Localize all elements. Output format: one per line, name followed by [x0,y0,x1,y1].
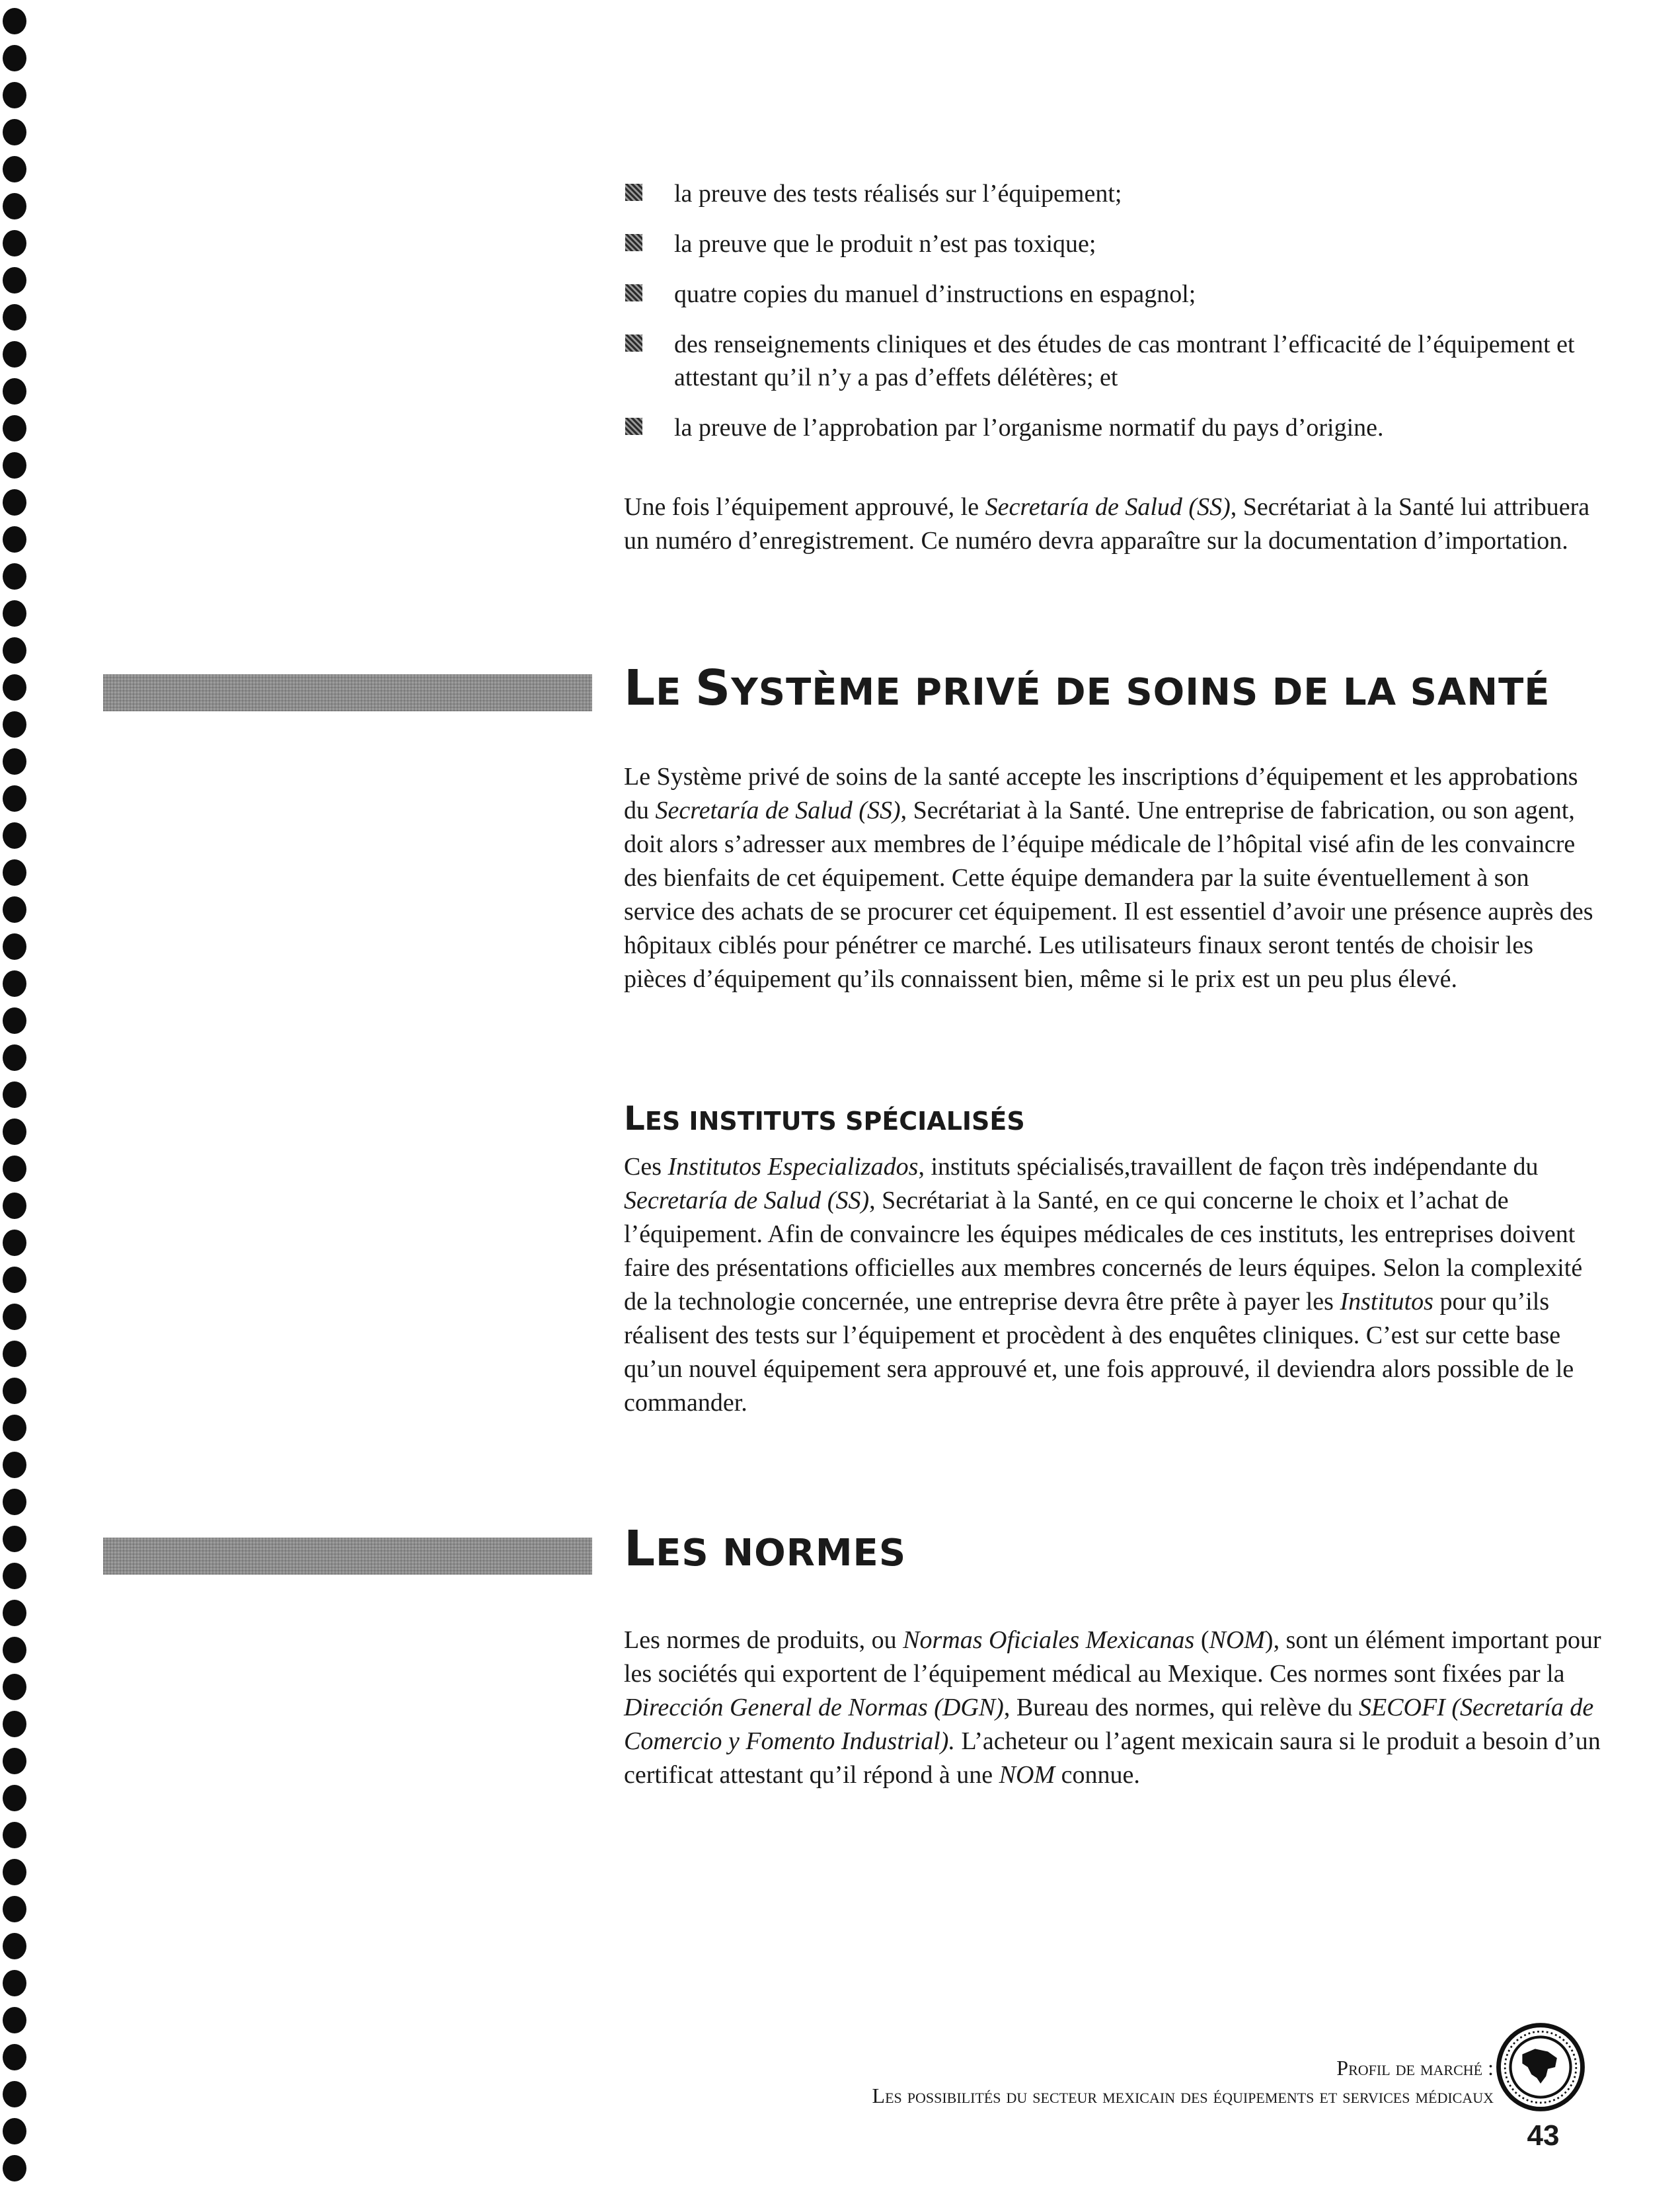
section-bar [103,1538,592,1575]
binding-hole [3,2118,26,2144]
footer-subtitle: Les possibilités du secteur mexicain des équipements et services médicaux [872,2084,1494,2107]
list-item-text: la preuve de l’approbation par l’organisme normatif du pays d’origine. [674,414,1384,442]
list-item-text: la preuve des tests réalisés sur l’équipement; [674,180,1122,208]
subheading-specialized-institutes: LES INSTITUTS SPÉCIALISÉS [624,1099,1025,1138]
binding-hole [3,1415,26,1441]
binding-hole [3,785,26,812]
binding-hole [3,452,26,479]
square-bullet-icon [625,184,642,201]
binding-hole [3,859,26,886]
list-item [624,411,1576,444]
binding-hole [3,415,26,442]
binding-hole [3,1489,26,1515]
binding-hole [3,267,26,294]
square-bullet-icon [625,284,642,301]
binding-hole [3,1859,26,1885]
binding-hole [3,2007,26,2033]
binding-hole [3,1304,26,1330]
binding-hole [3,1230,26,1256]
binding-hole [3,674,26,701]
binding-hole [3,2081,26,2107]
binding-hole [3,82,26,108]
binding-hole [3,711,26,738]
binding-hole [3,748,26,775]
binding-hole [3,341,26,368]
list-item-text: des renseignements cliniques et des études de cas montrant l’efficacité de l’équipement et attestant qu’il n’y a pas d’effets délétères; et [674,331,1575,391]
binding-hole [3,304,26,331]
binding-hole [3,1563,26,1589]
binding-hole [3,1044,26,1071]
square-bullet-icon [625,334,642,352]
binding-hole [3,1600,26,1626]
binding-hole [3,563,26,590]
binding-hole [3,378,26,405]
standards-paragraph: Les normes de produits, ou Normas Oficiales Mexicanas (NOM), sont un élément important pour les sociétés qui exportent de l’équipement médical au Mexique. Ces normes sont fixées par la Dirección General de Normas (DGN), Bureau des normes, qui relève du SECOFI (Secretaría de Comercio y Fomento Industrial). L’acheteur ou l’agent mexicain saura si le produit a besoin d’un certificat attestant qu’il répond à une NOM connue. [624,1626,1601,1789]
binding-hole [3,2155,26,2181]
binding-hole [3,1933,26,1959]
binding-hole [3,1711,26,1737]
institutes-paragraph: Ces Institutos Especializados, instituts spécialisés,travaillent de façon très indépendante du Secretaría de Salud (SS), Secrétariat à la Santé, en ce qui concerne le choix et l’achat de l’équipement. Afin de convaincre les équipes médicales de ces instituts, les entreprises doivent faire des présentations officielles aux membres concernés de leurs équipes. Selon la complexité de la technologie concernée, une entreprise devra être prête à payer les Institutos pour qu’ils réalisent des tests sur l’équipement et procèdent à des enquêtes cliniques. C’est sur cette base qu’un nouvel équipement sera approuvé et, une fois approuvé, il deviendra alors possible de le commander. [624,1153,1583,1417]
list-item [624,177,1576,210]
binding-hole [3,1970,26,1996]
list-item [624,227,1576,260]
binding-hole [3,1193,26,1219]
binding-hole [3,1119,26,1145]
binding-hole [3,1822,26,1848]
binding-hole [3,1452,26,1478]
binding-hole [3,1267,26,1293]
section-heading-standards: LES NORMES [624,1520,907,1577]
binding-hole [3,526,26,553]
binding-hole [3,1156,26,1182]
binding-hole [3,1785,26,1811]
square-bullet-icon [625,418,642,435]
binding-hole [3,1674,26,1700]
binding-hole [3,119,26,145]
binding-hole [3,933,26,960]
binding-hole [3,1081,26,1108]
north-america-globe-logo-icon [1495,2021,1586,2113]
binding-hole [3,1637,26,1663]
binding-hole [3,1378,26,1404]
binding-hole [3,230,26,256]
binding-hole [3,193,26,219]
binding-hole [3,1896,26,1922]
binding-hole [3,1526,26,1552]
page-number: 43 [1527,2119,1560,2152]
binding-hole [3,822,26,849]
private-system-paragraph: Le Système privé de soins de la santé accepte les inscriptions d’équipement et les approbations du Secretaría de Salud (SS), Secrétariat à la Santé. Une entreprise de fabrication, ou son agent, doit alors s’adresser aux membres de l’équipe médicale de l’hôpital visé afin de les convaincre des bienfaits de cet équipement. Cette équipe demandera par la suite éventuellement à son service des achats de se procurer cet équipement. Il est essentiel d’avoir une présence auprès des hôpitaux ciblés pour pénétrer ce marché. Les utilisateurs finaux seront tentés de choisir les pièces d’équipement qu’ils connaissent bien, même si le prix est un peu plus élevé. [624,763,1593,993]
binding-hole [3,489,26,516]
binding-hole [3,2044,26,2070]
binding-hole [3,637,26,664]
binding-hole [3,45,26,71]
list-item [624,328,1576,394]
requirements-list [624,177,1576,461]
binding-hole [3,1007,26,1034]
binding-hole [3,156,26,182]
binding-hole [3,1748,26,1774]
binding-hole [3,8,26,34]
footer-title: Profil de marché : [1336,2056,1494,2080]
binding-hole [3,970,26,997]
list-item-text: quatre copies du manuel d’instructions en espagnol; [674,280,1196,308]
section-bar [103,674,592,711]
approval-paragraph: Une fois l’équipement approuvé, le Secretaría de Salud (SS), Secrétariat à la Santé lui attribuera un numéro d’enregistrement. Ce numéro devra apparaître sur la documentation d’importation. [624,493,1590,555]
list-item [624,278,1576,311]
binding-hole [3,1341,26,1367]
binding-hole [3,896,26,923]
section-heading-private-system: LE SYSTÈME PRIVÉ DE SOINS DE LA SANTÉ [624,660,1550,717]
square-bullet-icon [625,234,642,251]
list-item-text: la preuve que le produit n’est pas toxique; [674,230,1096,258]
spiral-binding [0,0,40,2198]
binding-hole [3,600,26,627]
